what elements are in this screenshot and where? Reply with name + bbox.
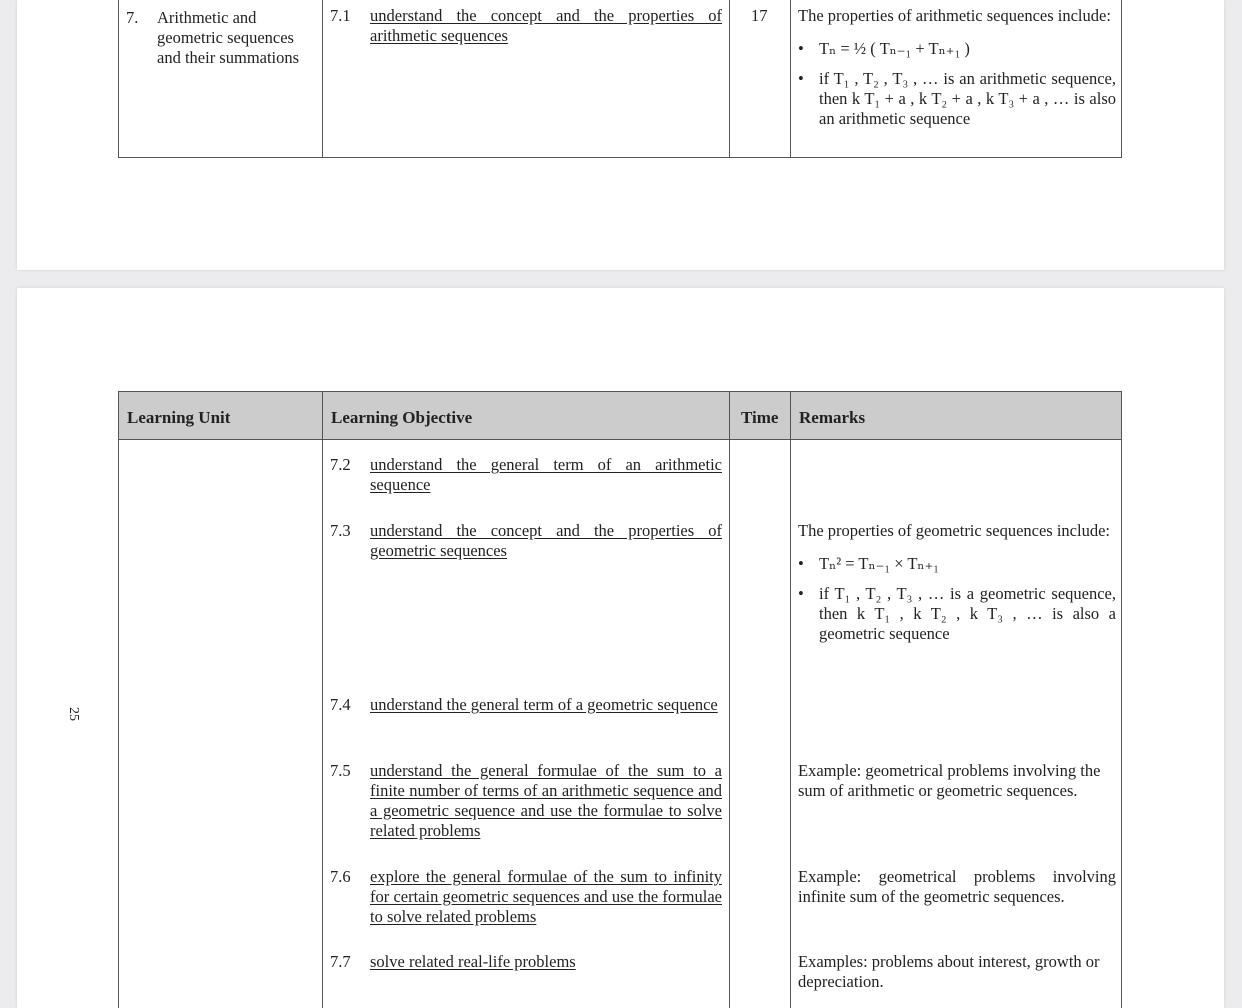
column-divider <box>322 392 323 1008</box>
objective-number: 7.3 <box>330 521 351 540</box>
column-divider <box>729 392 730 1008</box>
remark-example: Example: geometrical problems involving infinite sum of the geometric sequences. <box>798 867 1116 906</box>
objective-text: solve related real-life problems <box>370 952 576 971</box>
column-divider <box>790 392 791 1008</box>
remarks-bullet: • Tₙ = ½ ( Tₙ₋₁ + Tₙ₊₁ ) <box>798 39 1116 59</box>
objective-text: explore the general formulae of the sum to infinity for certain geometric sequences and use the formulae to solve related problems <box>370 867 722 926</box>
header-learning-unit: Learning Unit <box>127 408 231 427</box>
syllabus-table-1 <box>118 0 1122 158</box>
objective-text: understand the general formulae of the sum to a finite number of terms of an arithmetic sequence and a geometric sequence and use the formulae to solve related problems <box>370 761 722 840</box>
header-time: Time <box>741 408 779 427</box>
document-page-2 <box>17 288 1224 1008</box>
remarks-bullet: • if T₁ , T₂ , T₃ , … is a geometric sequence, then k T₁ , k T₂ , k T₃ , … is also a geometric sequence <box>798 584 1116 644</box>
column-divider <box>729 0 730 157</box>
objective-text: understand the concept and the properties of geometric sequences <box>370 521 722 560</box>
header-learning-objective: Learning Objective <box>331 408 473 427</box>
syllabus-table-2 <box>118 391 1122 1008</box>
remarks-cell <box>798 6 1116 139</box>
objective-text: understand the general term of an arithmetic sequence <box>370 455 722 494</box>
remark-example: Example: geometrical problems involving the sum of arithmetic or geometric sequences. <box>798 761 1101 800</box>
remarks-bullet: • Tₙ² = Tₙ₋₁ × Tₙ₊₁ <box>798 554 1116 574</box>
objective-number: 7.6 <box>330 867 351 886</box>
remarks-intro: The properties of geometric sequences include: <box>798 521 1111 540</box>
objective-number: 7.4 <box>330 695 351 714</box>
remark-example: Examples: problems about interest, growth or depreciation. <box>798 952 1100 991</box>
header-remarks: Remarks <box>799 408 866 427</box>
table-header <box>119 392 1121 440</box>
objective-text: understand the concept and the properties of arithmetic sequences <box>370 6 722 45</box>
column-divider <box>790 0 791 157</box>
remarks-bullet: • if T₁ , T₂ , T₃ , … is an arithmetic sequence, then k T₁ + a , k T₂ + a , k T₃ + a , … is also an arithmetic sequence <box>798 69 1116 129</box>
objective-text: understand the general term of a geometric sequence <box>370 695 718 714</box>
remarks-intro: The properties of arithmetic sequences include: <box>798 6 1111 25</box>
objective-number: 7.2 <box>330 455 351 474</box>
time-value: 17 <box>751 6 768 25</box>
column-divider <box>322 0 323 157</box>
unit-title: Arithmetic and geometric sequences and their summations <box>157 8 300 67</box>
document-page-1 <box>17 0 1224 270</box>
objective-number: 7.7 <box>330 952 351 971</box>
page-number: 25 <box>66 707 81 721</box>
remarks-cell <box>798 521 1116 654</box>
objective-number: 7.5 <box>330 761 351 780</box>
objective-number: 7.1 <box>330 6 351 25</box>
unit-number: 7. <box>126 8 139 27</box>
